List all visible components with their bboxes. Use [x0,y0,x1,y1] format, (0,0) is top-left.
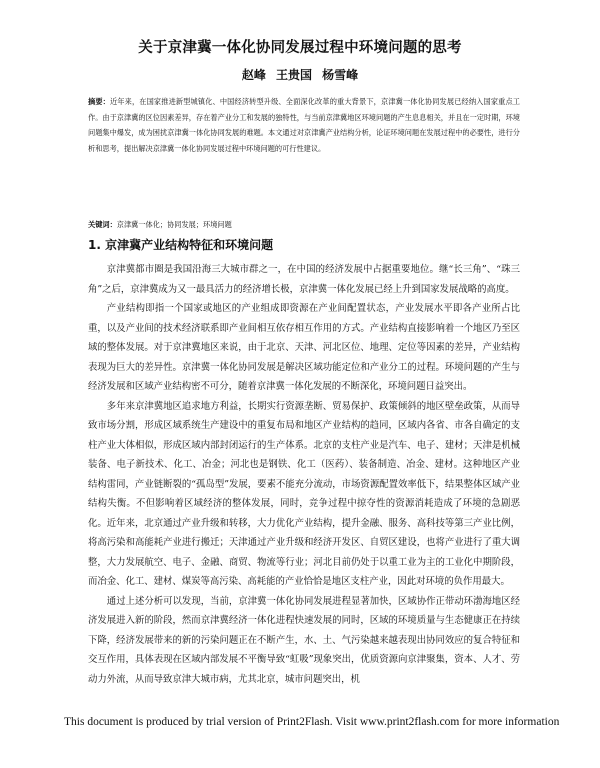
paper-title: 关于京津冀一体化协同发展过程中环境问题的思考 [138,40,462,56]
paragraph: 通过上述分析可以发现，当前，京津冀一体化协同发展进程显著加快，区域协作正带动环渤海地区经济发展进入新的阶段，然而京津冀经济一体化进程快速发展的同时，区域的环境质量与生态健康正在持续下降，经济发展带来的新的污染问题正在不断产生，水、土、气污染越来越表现出协同效应的复合特征和交互作用，具体表现在区域内部发展不平衡导致“虹吸”现象突出，优质资源向京津聚集，资本、人才、劳动力外流，从而导致京津大城市病，尤其北京，城市问题突出，机 [88,595,520,685]
keywords-text: 京津冀一体化；协同发展；环境问题 [116,220,232,229]
abstract [88,94,520,156]
body-text [88,260,520,689]
abstract-text: 近年来，在国家推进新型城镇化、中国经济转型升级、全面深化改革的重大背景下，京津冀一体化协同发展已经纳入国家重点工作。由于京津冀的区位因素差异，存在着产业分工和发展的独特性，与当前京津冀地区环境问题的产生息息相关，并且在一定时期，环境问题集中爆发，成为困扰京津冀一体化协同发展的难题。本文通过对京津冀产业结构分析，论证环境问题在发展过程中的必要性，进行分析和思考，提出解决京津冀一体化协同发展过程中环境问题的可行性建议。 [88,97,520,153]
paragraph: 多年来京津冀地区追求地方利益，长期实行资源垄断、贸易保护、政策倾斜的地区壁垒政策，从而导致市场分割，形成区域系统生产建设中的重复布局和地区产业结构的趋同，区域内各省、市各自确定的支柱产业大体相似，形成区域内部封闭运行的生产体系。北京的支柱产业是汽车、电子、建材；天津是机械装备、电子新技术、化工、冶金；河北也是钢铁、化工（医药）、装备制造、冶金、建材。这种地区产业结构雷同，产业链断裂的“孤岛型”发展，要素不能充分流动，市场资源配置效率低下，结果整体区域产业结构失衡。不但影响着区域经济的整体发展，同时，竞争过程中掠夺性的资源消耗造成了环境的急剧恶化。近年来，北京通过产业升级和转移，大力优化产业结构，提升金融、服务、高科技等第三产业比例，将高污染和高能耗产业进行搬迁；天津通过产业升级和经济开发区、自贸区建设，也将产业进行了重大调整，大力发展航空、电子、金融、商贸、物流等行业；河北目前仍处于以重工业为主的工业化中期阶段，而冶金、化工、建材、煤炭等高污染、高耗能的产业恰恰是地区支柱产业，因此对环境的负作用最大。 [88,400,520,587]
keywords-label: 关键词： [88,220,117,229]
paragraph: 京津冀都市圈是我国沿海三大城市群之一，在中国的经济发展中占据重要地位。继“长三角”、“珠三角”之后，京津冀成为又一最具活力的经济增长极，京津冀一体化发展已经上升到国家发展战略的高度。 [88,264,520,295]
abstract-label: 摘要： [88,97,110,106]
section-heading: 1. 京津冀产业结构特征和环境问题 [88,238,274,252]
paragraph: 产业结构即指一个国家或地区的产业组成即资源在产业间配置状态，产业发展水平即各产业所占比重，以及产业间的技术经济联系即产业间相互依存相互作用的方式。产业结构直接影响着一个地区乃至区域的整体发展。对于京津冀地区来说，由于北京、天津、河北区位、地理、定位等因素的差异，产业结构表现为巨大的差异性。京津冀一体化协同发展是解决区域功能定位和产业分工的过程。环境问题的产生与经济发展和区域产业结构密不可分，随着京津冀一体化发展的不断深化，环境问题日益突出。 [88,303,520,392]
trial-footer: This document is produced by trial version of Print2Flash. Visit www.print2flash.com for more information [64,716,560,728]
paper-authors: 赵峰 王贵国 杨雪峰 [241,68,359,82]
keywords [88,219,520,231]
